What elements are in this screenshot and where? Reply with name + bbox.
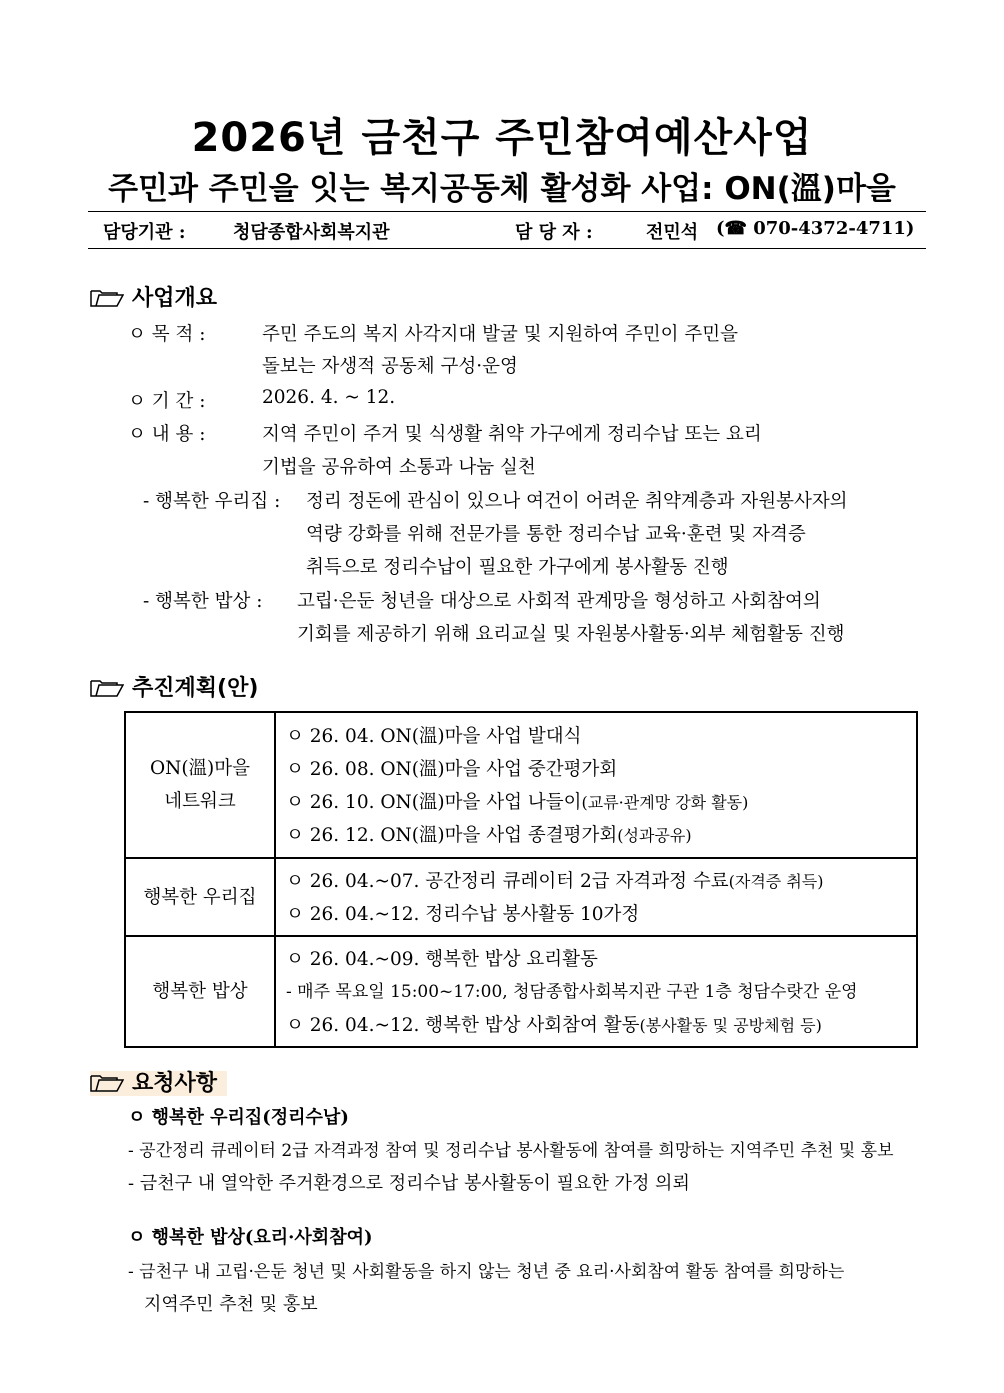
plan-items [275, 858, 917, 936]
content-line-2: 기법을 공유하여 소통과 나눔 실천 [262, 457, 536, 478]
plan-item: ㅇ 26. 12. ON(溫)마을 사업 종결평가회(성과공유) [286, 825, 692, 846]
requests-heading-text: 요청사항 [132, 1071, 218, 1096]
plan-heading [90, 671, 258, 702]
plan-item-note: (봉사활동 및 공방체험 등) [639, 1016, 822, 1035]
table-row [125, 936, 917, 1047]
folder-icon [90, 288, 124, 308]
purpose-line-2: 돌보는 자생적 공동체 구성·운영 [262, 356, 518, 377]
plan-items [275, 936, 917, 1047]
request-home-title: ㅇ 행복한 우리집(정리수납) [128, 1107, 349, 1128]
purpose-label: ㅇ 목 적 : [128, 324, 206, 345]
period-label: ㅇ 기 간 : [128, 391, 206, 412]
folder-icon [90, 1073, 124, 1093]
plan-category-line: 행복한 밥상 [152, 981, 248, 1002]
plan-item-note: (성과공유) [617, 826, 692, 845]
plan-category [125, 858, 275, 936]
content-line-1: 지역 주민이 주거 및 식생활 취약 가구에게 정리수납 또는 요리 [262, 424, 762, 445]
request-home-line-2: - 금천구 내 열악한 주거환경으로 정리수납 봉사활동이 필요한 가정 의뢰 [128, 1173, 690, 1194]
plan-heading-text: 추진계획(안) [132, 676, 259, 701]
overview-heading-text: 사업개요 [132, 286, 218, 311]
plan-item: ㅇ 26. 08. ON(溫)마을 사업 중간평가회 [286, 759, 618, 780]
plan-table [124, 711, 918, 1048]
plan-item-note: (자격증 취득) [728, 872, 824, 891]
document-title: 2026년 금천구 주민참여예산사업 [191, 115, 813, 161]
period-value: 2026. 4. ~ 12. [262, 387, 396, 408]
plan-item: - 매주 목요일 15:00~17:00, 청담종합사회복지관 구관 1층 청담수랏간 운영 [286, 982, 858, 1002]
person-label: 담 당 자 : [515, 222, 593, 243]
header-rule-bottom [88, 248, 926, 249]
requests-heading [90, 1066, 227, 1097]
plan-items [275, 712, 917, 858]
table-line-1: 고립·은둔 청년을 대상으로 사회적 관계망을 형성하고 사회참여의 [297, 591, 821, 612]
request-table-line-2: 지역주민 추천 및 홍보 [144, 1294, 318, 1315]
table-row [125, 858, 917, 936]
plan-category [125, 712, 275, 858]
plan-category-line: 네트워크 [164, 791, 236, 812]
plan-category [125, 936, 275, 1047]
person-phone: (☎ 070-4372-4711) [716, 218, 915, 239]
plan-item-note: (교류·관계망 강화 활동) [581, 793, 749, 812]
agency-name: 청담종합사회복지관 [233, 222, 390, 243]
table-label: - 행복한 밥상 : [143, 591, 263, 612]
person-name: 전민석 [646, 222, 699, 243]
home-line-3: 취득으로 정리수납이 필요한 가구에게 봉사활동 진행 [306, 557, 729, 578]
plan-item: ㅇ 26. 04.~12. 행복한 밥상 사회참여 활동(봉사활동 및 공방체험 등) [286, 1015, 822, 1036]
plan-item: ㅇ 26. 04.~07. 공간정리 큐레이터 2급 자격과정 수료(자격증 취득) [286, 871, 824, 892]
document-subtitle: 주민과 주민을 잇는 복지공동체 활성화 사업: ON(溫)마을 [108, 171, 896, 207]
table-line-2: 기회를 제공하기 위해 요리교실 및 자원봉사활동·외부 체험활동 진행 [297, 624, 845, 645]
folder-icon [90, 678, 124, 698]
plan-item: ㅇ 26. 10. ON(溫)마을 사업 나들이(교류·관계망 강화 활동) [286, 792, 749, 813]
content-label: ㅇ 내 용 : [128, 424, 206, 445]
request-table-line-1: - 금천구 내 고립·은둔 청년 및 사회활동을 하지 않는 청년 중 요리·사회참여 활동 참여를 희망하는 [128, 1262, 845, 1282]
agency-label: 담당기관 : [103, 222, 186, 243]
home-line-2: 역량 강화를 위해 전문가를 통한 정리수납 교육·훈련 및 자격증 [306, 524, 806, 545]
request-home-line-1: - 공간정리 큐레이터 2급 자격과정 참여 및 정리수납 봉사활동에 참여를 희망하는 지역주민 추천 및 홍보 [128, 1141, 894, 1161]
home-line-1: 정리 정돈에 관심이 있으나 여건이 어려운 취약계층과 자원봉사자의 [306, 491, 848, 512]
plan-item: ㅇ 26. 04. ON(溫)마을 사업 발대식 [286, 726, 582, 747]
plan-category-line: 행복한 우리집 [143, 886, 257, 908]
home-label: - 행복한 우리집 : [143, 491, 281, 512]
plan-item: ㅇ 26. 04.~09. 행복한 밥상 요리활동 [286, 949, 598, 970]
header-rule-top [88, 211, 926, 212]
plan-item: ㅇ 26. 04.~12. 정리수납 봉사활동 10가정 [286, 904, 640, 925]
overview-heading [90, 281, 217, 312]
table-row [125, 712, 917, 858]
purpose-line-1: 주민 주도의 복지 사각지대 발굴 및 지원하여 주민이 주민을 [262, 324, 738, 345]
plan-category-line: ON(溫)마을 [149, 758, 251, 779]
request-table-title: ㅇ 행복한 밥상(요리·사회참여) [128, 1227, 373, 1248]
